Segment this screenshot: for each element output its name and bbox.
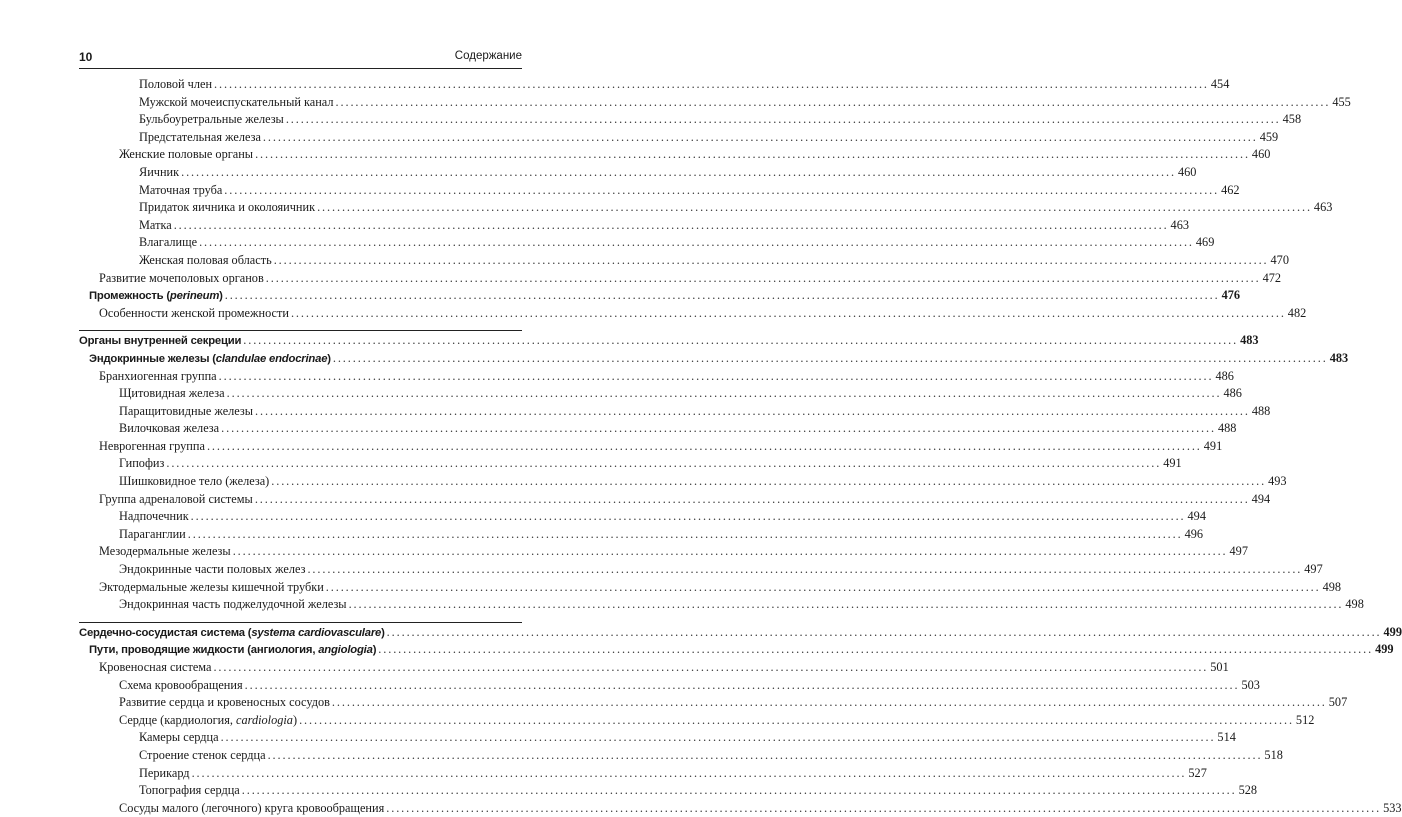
toc-title-segment: Сердце (кардиология, bbox=[119, 712, 237, 727]
toc-title-segment: ) bbox=[219, 290, 223, 303]
dot-leader: ........................................................................................................................................................................................................ bbox=[348, 597, 1344, 612]
toc-entry-title bbox=[139, 252, 272, 270]
toc-page-number: 494 bbox=[1187, 509, 1206, 524]
toc-page-number: 486 bbox=[1215, 368, 1234, 383]
toc-page-number: 512 bbox=[1295, 712, 1315, 727]
toc-entry bbox=[79, 659, 1229, 677]
toc-title-segment: Вилочковая железа bbox=[119, 421, 220, 436]
toc-entry-title bbox=[119, 403, 253, 421]
toc-entry-title bbox=[99, 659, 211, 677]
toc-entry-title bbox=[119, 455, 164, 473]
toc-entry-title bbox=[119, 420, 219, 438]
toc-entry bbox=[79, 270, 1282, 288]
toc-entry bbox=[79, 164, 1197, 182]
toc-entry-title bbox=[99, 543, 231, 561]
section-gap bbox=[79, 614, 522, 622]
toc-entry bbox=[79, 217, 1189, 235]
toc-entry-title bbox=[99, 579, 324, 597]
toc-page-number: 533 bbox=[1383, 800, 1402, 815]
dot-leader: ........................................................................................................................................................................................................ bbox=[386, 624, 1382, 639]
toc-title-segment: Надпочечник bbox=[119, 509, 189, 524]
toc-entry bbox=[79, 491, 1271, 509]
toc-entry bbox=[79, 146, 1271, 164]
toc-entry bbox=[79, 403, 1271, 421]
toc-entry bbox=[79, 455, 1182, 473]
dot-leader: ........................................................................................................................................................................................................ bbox=[273, 252, 1269, 267]
toc-title-segment: Бульбоуретральные железы bbox=[139, 112, 284, 127]
dot-leader: ........................................................................................................................................................................................................ bbox=[290, 305, 1286, 320]
toc-entry-title bbox=[119, 677, 243, 695]
toc-title-segment: Мужской мочеиспускательный канал bbox=[139, 94, 334, 109]
toc-entry bbox=[79, 526, 1204, 544]
toc-title-segment: Органы внутренней секреции bbox=[79, 335, 242, 348]
toc-entry-title bbox=[139, 111, 284, 129]
toc-title-segment: Шишковидное тело (железа) bbox=[119, 474, 270, 489]
table-of-contents bbox=[79, 76, 1402, 817]
toc-title-segment: Группа адреналовой системы bbox=[99, 491, 253, 506]
dot-leader: ........................................................................................................................................................................................................ bbox=[226, 386, 1222, 401]
dot-leader: ........................................................................................................................................................................................................ bbox=[241, 783, 1237, 798]
toc-entry-title bbox=[139, 217, 172, 235]
toc-entry bbox=[79, 596, 1364, 614]
toc-entry bbox=[79, 782, 1258, 800]
toc-page-number: 459 bbox=[1259, 129, 1279, 144]
toc-entry-title bbox=[99, 305, 289, 323]
toc-page-number: 507 bbox=[1328, 695, 1348, 710]
toc-entry bbox=[79, 234, 1215, 252]
toc-title-segment: ) bbox=[372, 644, 377, 657]
toc-page-number: 463 bbox=[1313, 200, 1333, 215]
toc-entry bbox=[79, 332, 1259, 350]
toc-entry bbox=[79, 729, 1236, 747]
dot-leader: ........................................................................................................................................................................................................ bbox=[378, 642, 1374, 657]
toc-title-segment: Яичник bbox=[139, 164, 180, 179]
toc-entry bbox=[79, 641, 1394, 659]
dot-leader: ........................................................................................................................................................................................................ bbox=[224, 288, 1220, 303]
toc-page-number: 491 bbox=[1203, 438, 1223, 453]
toc-page-number: 498 bbox=[1345, 597, 1364, 612]
toc-entry bbox=[79, 677, 1260, 695]
toc-entry-title bbox=[139, 94, 334, 112]
dot-leader: ........................................................................................................................................................................................................ bbox=[232, 544, 1228, 559]
toc-title-segment: Мезодермальные железы bbox=[99, 544, 231, 559]
toc-entry-title bbox=[139, 199, 315, 217]
toc-entry bbox=[79, 543, 1248, 561]
toc-title-segment: Топография сердца bbox=[139, 783, 240, 798]
dot-leader: ........................................................................................................................................................................................................ bbox=[331, 695, 1327, 710]
toc-title-segment: Пути, проводящие жидкости (ангиология, bbox=[89, 644, 319, 657]
dot-leader: ........................................................................................................................................................................................................ bbox=[214, 77, 1209, 91]
toc-page-number: 460 bbox=[1251, 147, 1271, 162]
dot-leader: ........................................................................................................................................................................................................ bbox=[199, 235, 1194, 250]
toc-title-segment: Влагалище bbox=[139, 235, 198, 250]
dot-leader: ........................................................................................................................................................................................................ bbox=[271, 474, 1267, 489]
toc-entry bbox=[79, 287, 1241, 305]
toc-page-number: 483 bbox=[1329, 350, 1349, 365]
dot-leader: ........................................................................................................................................................................................................ bbox=[220, 730, 1216, 745]
dot-leader: ........................................................................................................................................................................................................ bbox=[187, 526, 1183, 541]
toc-page-number: 501 bbox=[1210, 660, 1229, 674]
toc-title-segment: Сердечно-сосудистая система ( bbox=[79, 626, 252, 639]
toc-entry bbox=[79, 624, 1402, 642]
toc-entry-title bbox=[119, 508, 189, 526]
toc-entry-title bbox=[139, 765, 190, 783]
toc-title-segment: Развитие мочеполовых органов bbox=[99, 270, 264, 285]
toc-entry bbox=[79, 111, 1302, 129]
dot-leader: ........................................................................................................................................................................................................ bbox=[386, 800, 1382, 815]
dot-leader: ........................................................................................................................................................................................................ bbox=[206, 438, 1202, 453]
toc-page-number: 455 bbox=[1332, 94, 1351, 109]
toc-page-number: 496 bbox=[1184, 526, 1204, 541]
toc-page-number: 503 bbox=[1241, 677, 1260, 692]
toc-title-segment: Кровеносная система bbox=[99, 660, 212, 674]
toc-title-latin: angiologia bbox=[318, 644, 373, 657]
toc-page-number: 458 bbox=[1282, 112, 1302, 127]
toc-title-segment: Эндокринные части половых желез bbox=[119, 562, 306, 577]
toc-entry-title bbox=[119, 712, 297, 730]
toc-entry bbox=[79, 579, 1342, 597]
toc-title-segment: Эндокринная часть поджелудочной железы bbox=[119, 597, 347, 612]
dot-leader: ........................................................................................................................................................................................................ bbox=[265, 270, 1261, 285]
toc-title-segment: Промежность ( bbox=[89, 290, 170, 303]
section-divider bbox=[79, 330, 522, 331]
toc-entry bbox=[79, 694, 1348, 712]
toc-page-number: 472 bbox=[1262, 270, 1282, 285]
toc-entry bbox=[79, 350, 1349, 368]
toc-entry-title bbox=[139, 182, 222, 200]
toc-entry-title bbox=[89, 288, 223, 306]
toc-entry bbox=[79, 182, 1240, 200]
toc-entry-title bbox=[119, 473, 269, 491]
toc-entry-title bbox=[139, 164, 179, 182]
toc-entry bbox=[79, 747, 1283, 765]
toc-entry-title bbox=[139, 129, 261, 147]
toc-entry bbox=[79, 368, 1234, 386]
toc-title-segment: Паращитовидные железы bbox=[119, 403, 254, 418]
toc-title-segment: Перикард bbox=[139, 765, 190, 780]
toc-page-number: 493 bbox=[1268, 474, 1287, 489]
dot-leader: ........................................................................................................................................................................................................ bbox=[173, 217, 1169, 232]
toc-entry-title bbox=[119, 800, 384, 817]
toc-entry-title bbox=[139, 729, 219, 747]
toc-entry-title bbox=[79, 333, 241, 351]
page-number: 10 bbox=[79, 50, 93, 64]
dot-leader: ........................................................................................................................................................................................................ bbox=[221, 421, 1216, 436]
dot-leader: ........................................................................................................................................................................................................ bbox=[243, 333, 1239, 348]
dot-leader: ........................................................................................................................................................................................................ bbox=[213, 660, 1209, 674]
toc-entry bbox=[79, 561, 1323, 579]
dot-leader: ........................................................................................................................................................................................................ bbox=[166, 456, 1162, 471]
toc-title-segment: Половой член bbox=[139, 77, 213, 91]
toc-title-segment: Особенности женской промежности bbox=[99, 305, 289, 320]
dot-leader: ........................................................................................................................................................................................................ bbox=[332, 350, 1328, 365]
toc-title-latin: perineum bbox=[169, 290, 220, 303]
toc-page-number: 469 bbox=[1195, 235, 1215, 250]
dot-leader: ........................................................................................................................................................................................................ bbox=[190, 509, 1186, 524]
toc-page-number: 488 bbox=[1251, 403, 1271, 418]
toc-title-segment: Схема кровообращения bbox=[119, 677, 243, 692]
toc-page-number: 483 bbox=[1240, 333, 1259, 348]
toc-page-number: 463 bbox=[1170, 217, 1189, 232]
toc-title-segment: Женская половая область bbox=[139, 252, 272, 267]
toc-page-number: 498 bbox=[1322, 579, 1342, 594]
running-title: Содержание bbox=[454, 50, 522, 62]
toc-entry bbox=[79, 76, 1230, 94]
toc-entry bbox=[79, 129, 1279, 147]
toc-page-number: 497 bbox=[1304, 562, 1323, 577]
dot-leader: ........................................................................................................................................................................................................ bbox=[285, 112, 1281, 127]
dot-leader: ........................................................................................................................................................................................................ bbox=[244, 677, 1240, 692]
toc-title-latin: cardiologia bbox=[236, 712, 293, 727]
page-header bbox=[79, 50, 522, 66]
toc-page-number: 454 bbox=[1210, 77, 1230, 91]
toc-title-segment: Эктодермальные железы кишечной трубки bbox=[99, 579, 324, 594]
toc-title-segment: Неврогенная группа bbox=[99, 438, 205, 453]
dot-leader: ........................................................................................................................................................................................................ bbox=[254, 491, 1250, 506]
toc-entry-title bbox=[119, 596, 347, 614]
toc-title-segment: Щитовидная железа bbox=[119, 386, 225, 401]
dot-leader: ........................................................................................................................................................................................................ bbox=[299, 712, 1294, 727]
dot-leader: ........................................................................................................................................................................................................ bbox=[224, 182, 1220, 197]
toc-page-number: 491 bbox=[1163, 456, 1182, 471]
toc-entry-title bbox=[119, 146, 253, 164]
toc-title-segment: Маточная труба bbox=[139, 182, 223, 197]
toc-page-number: 528 bbox=[1238, 783, 1258, 798]
toc-entry-title bbox=[99, 491, 253, 509]
toc-page-number: 518 bbox=[1264, 747, 1283, 762]
dot-leader: ........................................................................................................................................................................................................ bbox=[307, 562, 1303, 577]
toc-page-number: 499 bbox=[1383, 624, 1402, 639]
section-divider bbox=[79, 622, 522, 623]
toc-entry-title bbox=[139, 782, 240, 800]
toc-entry-title bbox=[99, 270, 264, 288]
dot-leader: ........................................................................................................................................................................................................ bbox=[335, 94, 1331, 109]
toc-entry bbox=[79, 199, 1333, 217]
toc-page-number: 499 bbox=[1375, 642, 1394, 657]
dot-leader: ........................................................................................................................................................................................................ bbox=[255, 147, 1250, 162]
toc-entry bbox=[79, 305, 1307, 323]
dot-leader: ........................................................................................................................................................................................................ bbox=[181, 164, 1176, 179]
toc-page-number: 470 bbox=[1270, 252, 1289, 267]
toc-title-segment: ) bbox=[381, 626, 385, 639]
toc-title-segment: Строение стенок сердца bbox=[139, 747, 266, 762]
toc-page-number: 482 bbox=[1287, 305, 1307, 320]
toc-title-segment: Параганглии bbox=[119, 526, 186, 541]
toc-entry-title bbox=[139, 234, 197, 252]
toc-page-number: 514 bbox=[1217, 730, 1236, 745]
toc-entry bbox=[79, 438, 1223, 456]
toc-title-segment: Матка bbox=[139, 217, 172, 232]
dot-leader: ........................................................................................................................................................................................................ bbox=[325, 579, 1321, 594]
toc-title-segment: Эндокринные железы ( bbox=[89, 352, 216, 365]
toc-entry bbox=[79, 420, 1237, 438]
toc-entry bbox=[79, 712, 1315, 730]
toc-page-number: 494 bbox=[1251, 491, 1271, 506]
toc-entry-title bbox=[99, 368, 217, 386]
toc-entry-title bbox=[119, 526, 186, 544]
toc-page-number: 462 bbox=[1221, 182, 1240, 197]
toc-title-segment: Развитие сердца и кровеносных сосудов bbox=[119, 695, 330, 710]
toc-entry-title bbox=[119, 561, 305, 579]
dot-leader: ........................................................................................................................................................................................................ bbox=[267, 747, 1263, 762]
section-gap bbox=[79, 322, 522, 330]
dot-leader: ........................................................................................................................................................................................................ bbox=[191, 765, 1187, 780]
toc-title-segment: ) bbox=[292, 712, 298, 727]
toc-title-segment: ) bbox=[327, 352, 331, 365]
toc-entry-title bbox=[119, 385, 225, 403]
toc-entry-title bbox=[89, 642, 376, 660]
toc-page-number: 460 bbox=[1177, 164, 1197, 179]
toc-entry bbox=[79, 473, 1287, 491]
toc-title-segment: Женские половые органы bbox=[119, 147, 254, 162]
toc-title-segment: Придаток яичника и околояичник bbox=[139, 200, 316, 215]
toc-page-number: 486 bbox=[1223, 386, 1242, 401]
toc-title-latin: systema cardiovasculare bbox=[251, 626, 382, 639]
toc-title-segment: Сосуды малого (легочного) круга кровообращения bbox=[119, 800, 385, 815]
header-rule bbox=[79, 68, 522, 69]
toc-title-segment: Бранхиогенная группа bbox=[99, 368, 217, 383]
toc-title-segment: Гипофиз bbox=[119, 456, 165, 471]
toc-entry bbox=[79, 94, 1351, 112]
toc-entry-title bbox=[79, 625, 385, 643]
toc-entry bbox=[79, 385, 1242, 403]
toc-title-segment: Камеры сердца bbox=[139, 730, 219, 745]
toc-page-number: 527 bbox=[1188, 765, 1207, 780]
toc-entry bbox=[79, 252, 1289, 270]
toc-entry bbox=[79, 508, 1206, 526]
toc-page-number: 476 bbox=[1221, 288, 1241, 303]
toc-page-number: 497 bbox=[1229, 544, 1248, 559]
toc-entry bbox=[79, 800, 1402, 817]
dot-leader: ........................................................................................................................................................................................................ bbox=[255, 403, 1250, 418]
toc-entry-title bbox=[119, 694, 330, 712]
toc-entry-title bbox=[99, 438, 205, 456]
dot-leader: ........................................................................................................................................................................................................ bbox=[262, 129, 1258, 144]
toc-entry-title bbox=[139, 76, 212, 94]
toc-title-latin: clandulae endocrinae bbox=[215, 352, 328, 365]
toc-title-segment: Предстательная железа bbox=[139, 129, 261, 144]
dot-leader: ........................................................................................................................................................................................................ bbox=[317, 200, 1312, 215]
dot-leader: ........................................................................................................................................................................................................ bbox=[218, 368, 1214, 383]
toc-page-number: 488 bbox=[1217, 421, 1237, 436]
toc-entry-title bbox=[139, 747, 266, 765]
toc-entry-title bbox=[89, 351, 331, 369]
toc-entry bbox=[79, 765, 1207, 783]
